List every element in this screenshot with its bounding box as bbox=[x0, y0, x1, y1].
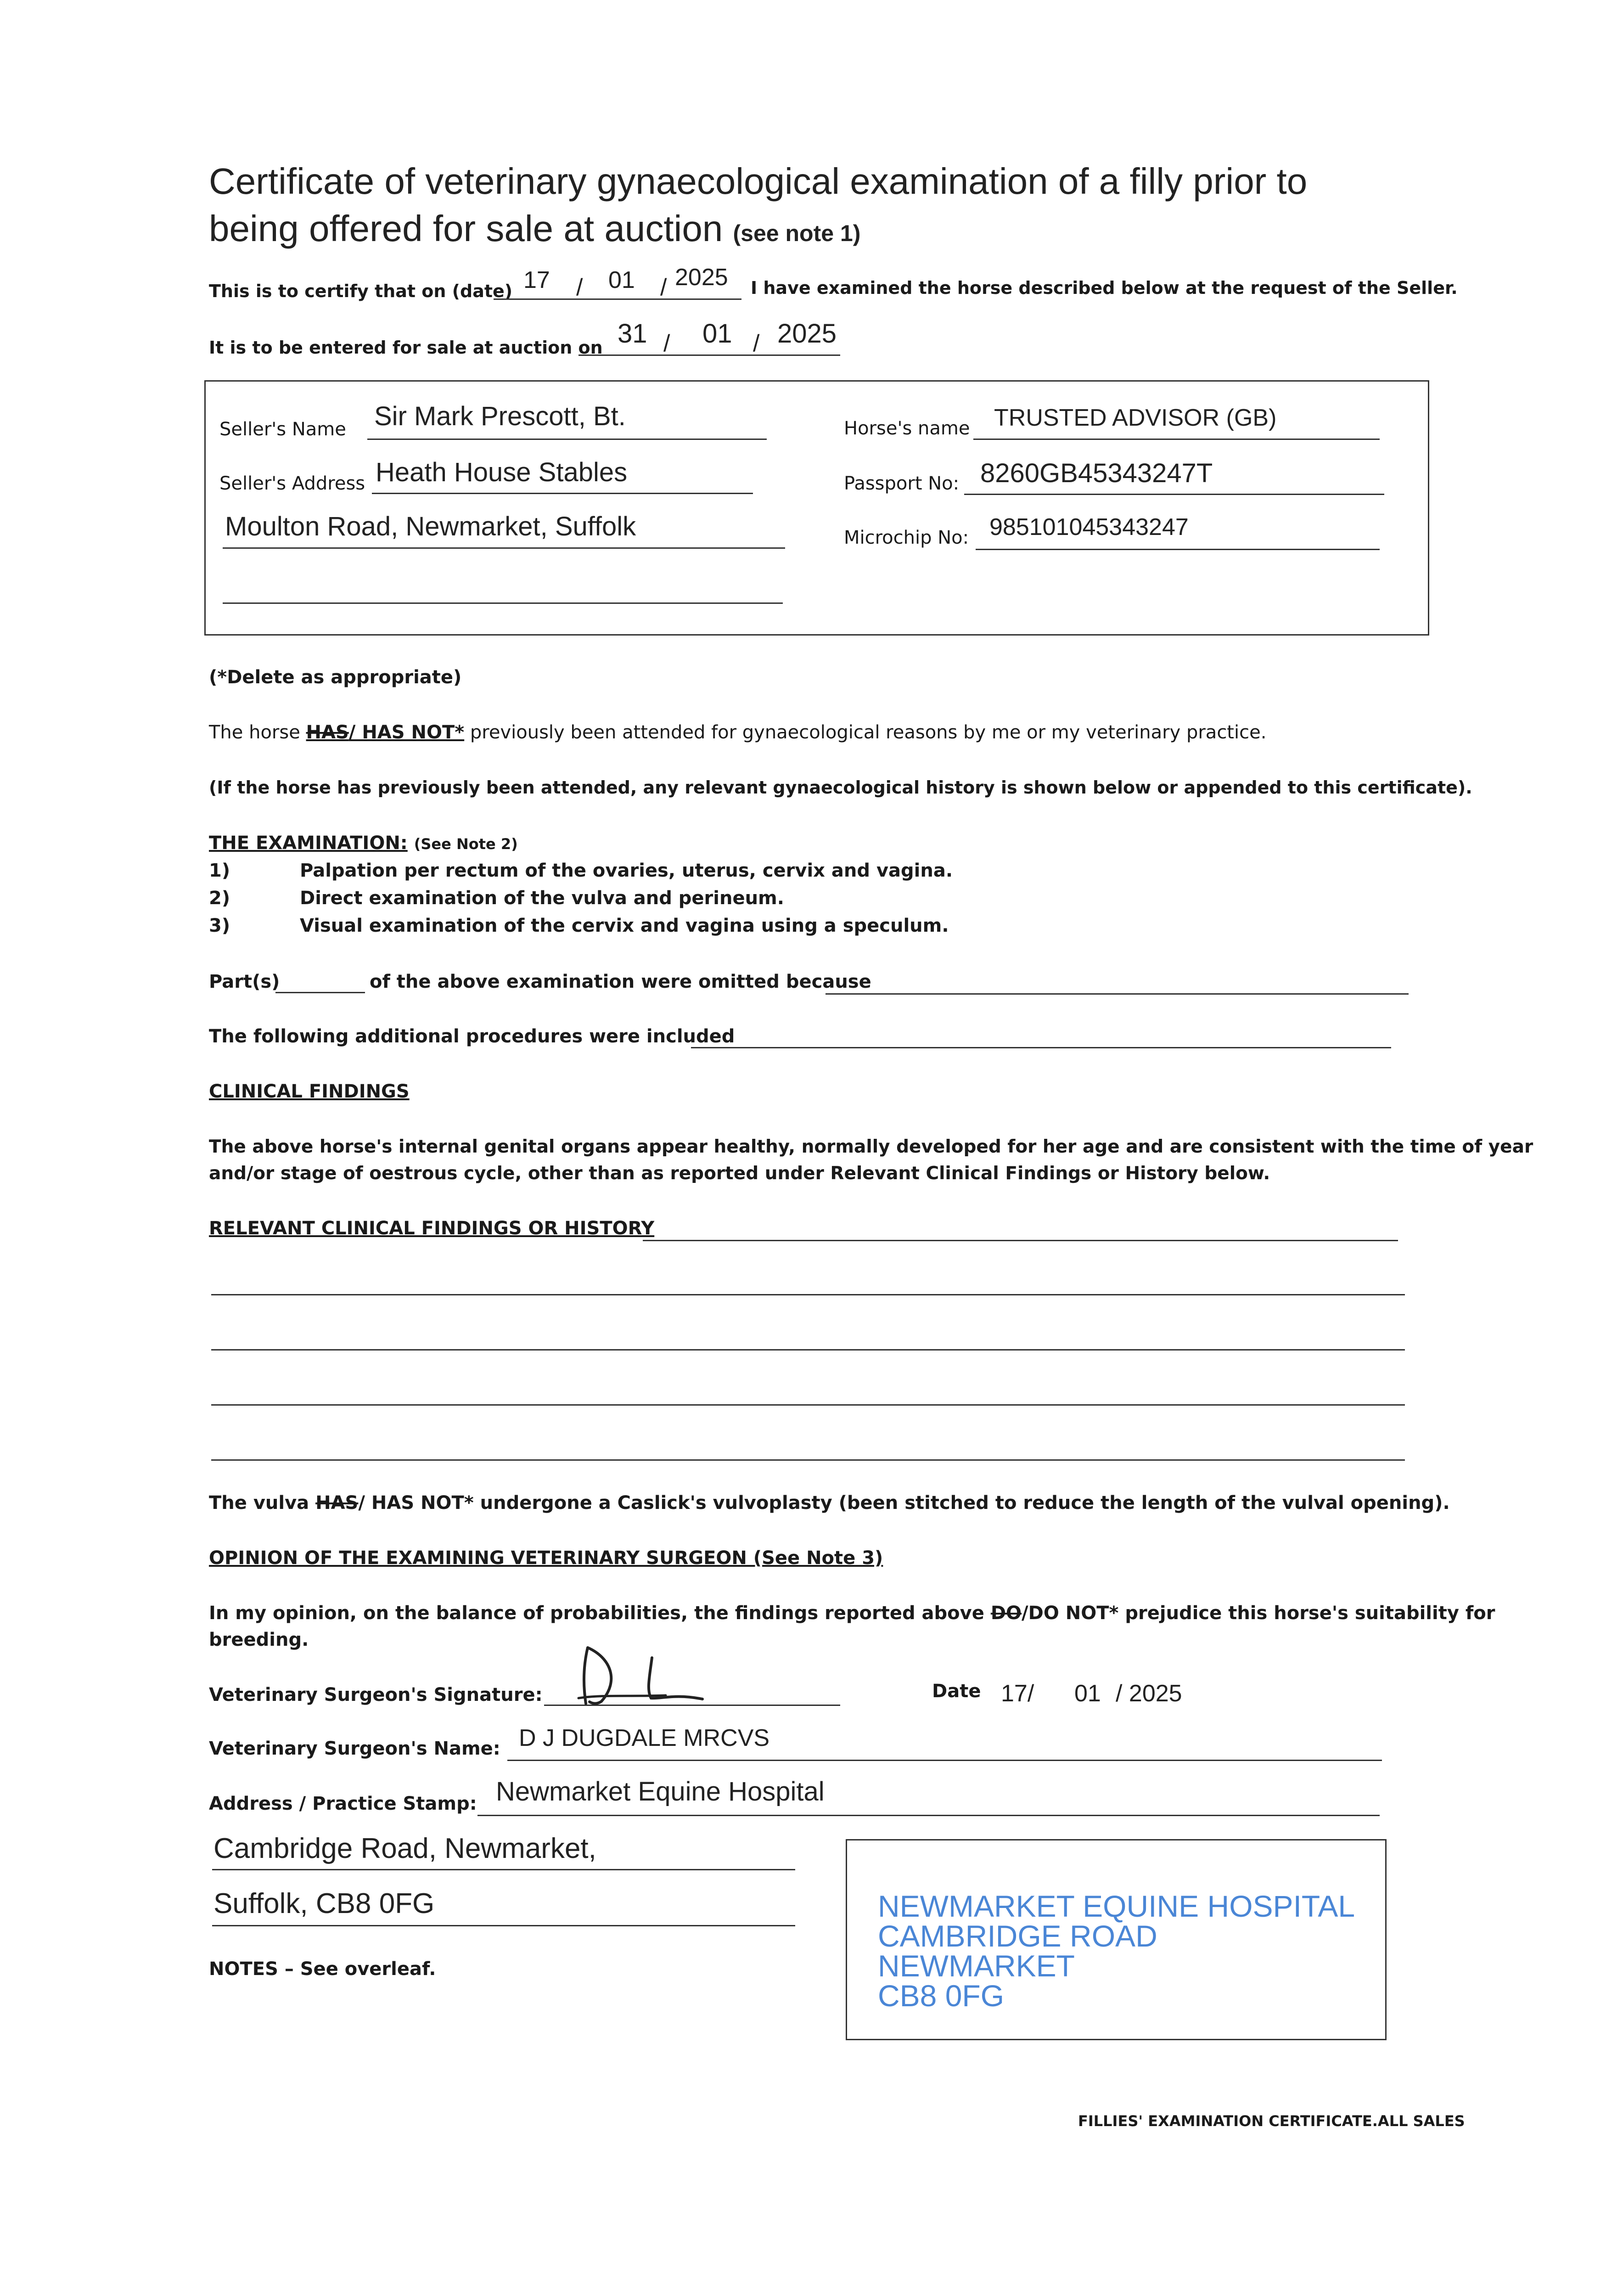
title-note: (see note 1) bbox=[733, 220, 861, 246]
examination-heading-note: (See Note 2) bbox=[414, 835, 518, 853]
auction-date-line bbox=[578, 355, 840, 356]
signature-date-day[interactable]: 17/ bbox=[1001, 1680, 1034, 1707]
opinion-heading: OPINION OF THE EXAMINING VETERINARY SURGEON (See Note 3) bbox=[209, 1548, 883, 1569]
auction-year[interactable]: 2025 bbox=[777, 319, 837, 349]
seller-address-line1[interactable]: Heath House Stables bbox=[376, 457, 628, 487]
exam-item-2-text: Direct examination of the vulva and perineum. bbox=[300, 888, 784, 909]
vet-name-label: Veterinary Surgeon's Name: bbox=[209, 1738, 500, 1759]
certify-sep1: / bbox=[576, 274, 583, 301]
stamp-line2: CAMBRIDGE ROAD bbox=[878, 1919, 1157, 1953]
horse-name-value[interactable]: TRUSTED ADVISOR (GB) bbox=[994, 405, 1277, 431]
auction-sep1: / bbox=[663, 330, 670, 357]
attended-statement bbox=[209, 722, 1266, 743]
vet-address-line2[interactable]: Cambridge Road, Newmarket, bbox=[213, 1833, 596, 1864]
page-title-text: being offered for sale at auction bbox=[209, 208, 723, 249]
seller-address-label: Seller's Address bbox=[219, 473, 365, 494]
auction-prefix: It is to be entered for sale at auction on bbox=[209, 338, 603, 358]
opinion-statement bbox=[209, 1603, 1495, 1624]
exam-item-1-text: Palpation per rectum of the ovaries, uterus, cervix and vagina. bbox=[300, 860, 953, 881]
notes-text: NOTES – See overleaf. bbox=[209, 1958, 436, 1980]
opinion-prefix: In my opinion, on the balance of probabilities, the findings reported above bbox=[209, 1603, 984, 1624]
opinion-suffix: prejudice this horse's suitability for bbox=[1125, 1603, 1495, 1624]
certify-month[interactable]: 01 bbox=[608, 267, 635, 293]
attended-prefix: The horse bbox=[209, 722, 300, 743]
exam-item-3-num: 3) bbox=[209, 915, 230, 936]
opinion-struck: DO bbox=[990, 1603, 1022, 1624]
history-note: (If the horse has previously been attended, any relevant gynaecological history is shown below or appended to this certificate). bbox=[209, 777, 1472, 798]
omitted-parts-line[interactable] bbox=[275, 992, 365, 993]
stamp-line1: NEWMARKET EQUINE HOSPITAL bbox=[878, 1889, 1355, 1923]
opinion-line2: breeding. bbox=[209, 1629, 309, 1650]
omitted-prefix: Part(s) bbox=[209, 971, 280, 992]
clinical-heading: CLINICAL FINDINGS bbox=[209, 1081, 410, 1102]
omitted-reason-line[interactable] bbox=[826, 993, 1409, 995]
seller-name-line bbox=[367, 439, 767, 440]
seller-address-line3-rule bbox=[223, 602, 783, 604]
page-title-line1: Certificate of veterinary gynaecological examination of a filly prior to bbox=[209, 161, 1308, 202]
signature-label: Veterinary Surgeon's Signature: bbox=[209, 1684, 543, 1705]
passport-label: Passport No: bbox=[844, 473, 960, 494]
auction-day[interactable]: 31 bbox=[618, 319, 647, 349]
signature-date-year[interactable]: / 2025 bbox=[1116, 1680, 1182, 1707]
relevant-line-1[interactable] bbox=[211, 1294, 1405, 1295]
certify-suffix: I have examined the horse described below at the request of the Seller. bbox=[751, 278, 1458, 298]
microchip-value[interactable]: 985101045343247 bbox=[989, 514, 1189, 540]
attended-choice: / HAS NOT* bbox=[348, 722, 465, 743]
vet-address-line1[interactable]: Newmarket Equine Hospital bbox=[496, 1777, 825, 1806]
additional-label: The following additional procedures were included bbox=[209, 1026, 735, 1047]
seller-address-line1-rule bbox=[372, 493, 753, 494]
seller-name-value[interactable]: Sir Mark Prescott, Bt. bbox=[374, 401, 626, 431]
examination-heading-text: THE EXAMINATION: bbox=[209, 833, 408, 854]
auction-sep2: / bbox=[753, 330, 760, 357]
microchip-line bbox=[976, 549, 1380, 550]
relevant-line-3[interactable] bbox=[211, 1404, 1405, 1406]
horse-name-line bbox=[973, 439, 1380, 440]
vulva-suffix: undergone a Caslick's vulvoplasty (been stitched to reduce the length of the vulval opening). bbox=[480, 1492, 1450, 1514]
relevant-heading: RELEVANT CLINICAL FINDINGS OR HISTORY bbox=[209, 1218, 655, 1239]
passport-value[interactable]: 8260GB45343247T bbox=[980, 458, 1213, 488]
stamp-line4: CB8 0FG bbox=[878, 1979, 1005, 2013]
vet-address-line3-rule bbox=[212, 1925, 795, 1926]
passport-line bbox=[964, 494, 1384, 495]
page-title-line2 bbox=[209, 210, 860, 247]
auction-month[interactable]: 01 bbox=[702, 319, 732, 349]
relevant-line-4[interactable] bbox=[211, 1459, 1405, 1461]
vet-address-line1-rule bbox=[477, 1815, 1380, 1816]
seller-name-label: Seller's Name bbox=[219, 419, 346, 440]
exam-item-1-num: 1) bbox=[209, 860, 230, 881]
certify-prefix: This is to certify that on (date) bbox=[209, 281, 513, 301]
signature-date-month[interactable]: 01 bbox=[1074, 1680, 1101, 1707]
seller-address-line2-rule bbox=[223, 547, 785, 549]
examination-heading bbox=[209, 833, 518, 854]
vulva-struck: HAS bbox=[315, 1492, 359, 1514]
attended-struck: HAS bbox=[306, 722, 349, 743]
seller-address-line2[interactable]: Moulton Road, Newmarket, Suffolk bbox=[225, 512, 636, 541]
signature-date-label: Date bbox=[932, 1681, 981, 1702]
delete-note: (*Delete as appropriate) bbox=[209, 667, 462, 688]
clinical-text-2: and/or stage of oestrous cycle, other than as reported under Relevant Clinical Findings or History below. bbox=[209, 1163, 1270, 1184]
footer-text: FILLIES' EXAMINATION CERTIFICATE.ALL SALES bbox=[1078, 2112, 1465, 2130]
vet-address-label: Address / Practice Stamp: bbox=[209, 1793, 477, 1814]
vulva-statement bbox=[209, 1492, 1450, 1514]
horse-name-label: Horse's name bbox=[844, 418, 970, 439]
relevant-line-2[interactable] bbox=[211, 1349, 1405, 1351]
certify-year[interactable]: 2025 bbox=[675, 264, 728, 291]
attended-suffix: previously been attended for gynaecological reasons by me or my veterinary practice. bbox=[470, 722, 1267, 743]
additional-line[interactable] bbox=[691, 1047, 1391, 1048]
vet-address-line3[interactable]: Suffolk, CB8 0FG bbox=[213, 1888, 435, 1919]
vet-name-line bbox=[507, 1760, 1382, 1761]
vet-address-line2-rule bbox=[212, 1869, 795, 1870]
vulva-prefix: The vulva bbox=[209, 1492, 309, 1514]
vulva-choice: / HAS NOT* bbox=[358, 1492, 474, 1514]
omitted-middle: of the above examination were omitted because bbox=[370, 971, 871, 992]
clinical-text-1: The above horse's internal genital organs appear healthy, normally developed for her age and are consistent with the time of year bbox=[209, 1137, 1533, 1157]
certify-day[interactable]: 17 bbox=[523, 267, 550, 293]
certify-date-line bbox=[494, 298, 741, 300]
vet-name-value[interactable]: D J DUGDALE MRCVS bbox=[519, 1725, 770, 1751]
microchip-label: Microchip No: bbox=[844, 527, 969, 548]
exam-item-2-num: 2) bbox=[209, 888, 230, 909]
signature-mark[interactable] bbox=[569, 1639, 735, 1713]
opinion-choice: /DO NOT* bbox=[1022, 1603, 1119, 1624]
relevant-line-0[interactable] bbox=[643, 1240, 1398, 1241]
exam-item-3-text: Visual examination of the cervix and vagina using a speculum. bbox=[300, 915, 949, 936]
certify-sep2: / bbox=[660, 274, 667, 301]
stamp-line3: NEWMARKET bbox=[878, 1949, 1075, 1983]
